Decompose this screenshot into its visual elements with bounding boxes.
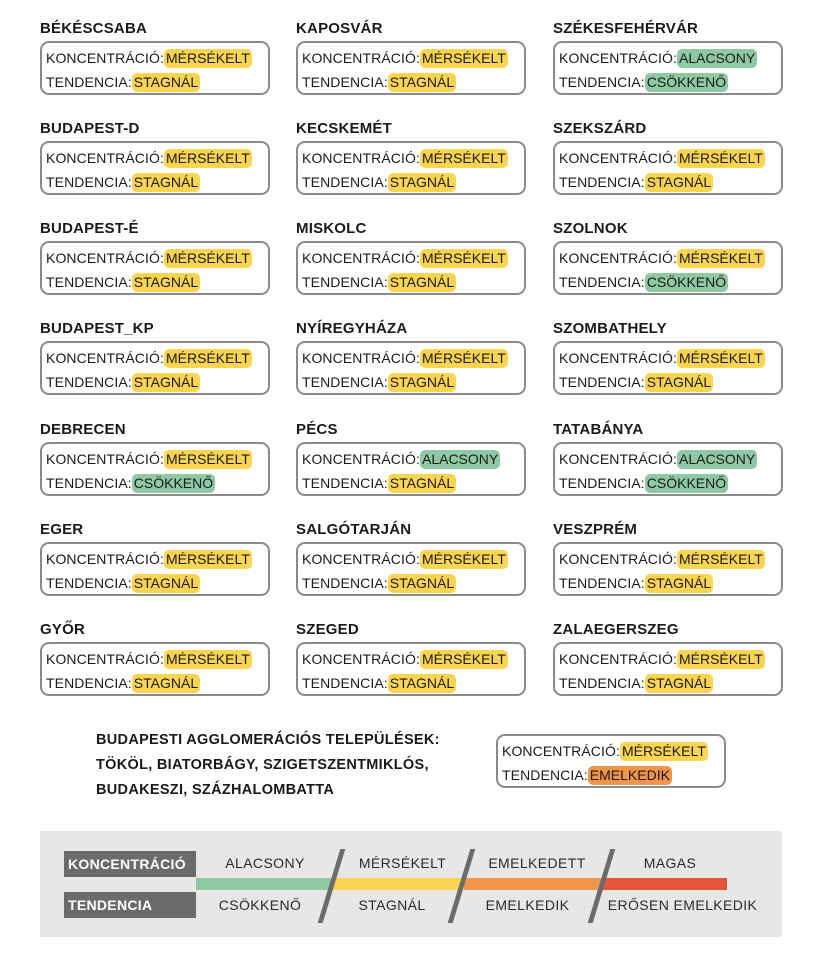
legend-conc-rising: EMELKEDETT <box>488 855 586 871</box>
city-block <box>553 620 793 696</box>
trend-value: STAGNÁL <box>389 574 455 591</box>
city-block <box>296 620 536 696</box>
concentration-label: KONCENTRÁCIÓ: <box>302 650 420 667</box>
status-card <box>40 542 270 596</box>
trend-value: STAGNÁL <box>133 674 199 691</box>
concentration-row <box>302 346 524 370</box>
status-card <box>296 642 526 696</box>
legend-trend-rising: EMELKEDIK <box>485 897 570 913</box>
legend-conc-low: ALACSONY <box>225 855 305 871</box>
trend-label: TENDENCIA: <box>302 674 388 691</box>
trend-row <box>302 270 524 294</box>
agglomeration-towns-line2: BUDAKESZI, SZÁZHALOMBATTA <box>96 782 335 798</box>
concentration-row <box>46 346 268 370</box>
trend-value: CSÖKKENŐ <box>646 73 727 90</box>
trend-row <box>559 471 781 495</box>
concentration-value: MÉRSÉKELT <box>421 650 506 667</box>
city-name: GYŐR <box>40 621 85 638</box>
concentration-value: MÉRSÉKELT <box>421 249 506 266</box>
trend-row <box>46 370 268 394</box>
concentration-row <box>302 46 524 70</box>
city-name: NYÍREGYHÁZA <box>296 320 408 337</box>
trend-value: STAGNÁL <box>646 373 712 390</box>
concentration-row <box>46 146 268 170</box>
status-card <box>296 542 526 596</box>
concentration-value: MÉRSÉKELT <box>165 349 250 366</box>
concentration-label: KONCENTRÁCIÓ: <box>46 249 164 266</box>
legend-trend-tag: TENDENCIA <box>64 892 196 918</box>
concentration-row <box>302 647 524 671</box>
trend-row <box>46 671 268 695</box>
city-name: ZALAEGERSZEG <box>553 621 679 638</box>
legend-bar-high <box>603 878 727 890</box>
concentration-value: MÉRSÉKELT <box>678 349 763 366</box>
city-name: BUDAPEST-É <box>40 220 139 237</box>
concentration-label: KONCENTRÁCIÓ: <box>46 450 164 467</box>
concentration-row <box>302 447 524 471</box>
trend-value: STAGNÁL <box>389 73 455 90</box>
trend-row <box>46 170 268 194</box>
trend-row <box>302 170 524 194</box>
concentration-row <box>502 739 724 763</box>
concentration-row <box>46 647 268 671</box>
trend-row <box>559 70 781 94</box>
concentration-value: MÉRSÉKELT <box>678 550 763 567</box>
city-block <box>40 620 280 696</box>
trend-row <box>46 571 268 595</box>
concentration-row <box>559 246 781 270</box>
concentration-label: KONCENTRÁCIÓ: <box>559 650 677 667</box>
concentration-row <box>46 547 268 571</box>
concentration-label: KONCENTRÁCIÓ: <box>559 450 677 467</box>
legend-trend-stagnating: STAGNÁL <box>358 897 426 913</box>
concentration-row <box>302 246 524 270</box>
legend-conc-moderate: MÉRSÉKELT <box>358 855 447 871</box>
concentration-label: KONCENTRÁCIÓ: <box>46 149 164 166</box>
trend-label: TENDENCIA: <box>559 273 645 290</box>
city-name: BÉKÉSCSABA <box>40 20 148 37</box>
trend-row <box>559 671 781 695</box>
concentration-value: MÉRSÉKELT <box>678 249 763 266</box>
agglomeration-heading: BUDAPESTI AGGLOMERÁCIÓS TELEPÜLÉSEK: <box>96 732 440 748</box>
concentration-value: MÉRSÉKELT <box>678 149 763 166</box>
city-block <box>40 119 280 195</box>
concentration-label: KONCENTRÁCIÓ: <box>46 650 164 667</box>
trend-label: TENDENCIA: <box>46 474 132 491</box>
trend-label: TENDENCIA: <box>46 273 132 290</box>
trend-value: CSÖKKENŐ <box>646 273 727 290</box>
concentration-value: MÉRSÉKELT <box>621 742 706 759</box>
status-card <box>553 642 783 696</box>
legend-bar-low <box>196 878 333 890</box>
city-block <box>553 119 793 195</box>
trend-row <box>502 763 724 787</box>
status-card <box>296 241 526 295</box>
trend-value: STAGNÁL <box>646 574 712 591</box>
concentration-value: MÉRSÉKELT <box>421 149 506 166</box>
concentration-row <box>559 547 781 571</box>
status-card <box>296 141 526 195</box>
city-block <box>553 219 793 295</box>
trend-row <box>302 471 524 495</box>
city-name: EGER <box>40 521 84 538</box>
trend-row <box>302 571 524 595</box>
trend-value: EMELKEDIK <box>589 766 670 783</box>
city-name: SZEGED <box>296 621 359 638</box>
concentration-value: ALACSONY <box>421 450 499 467</box>
status-card <box>296 341 526 395</box>
concentration-row <box>46 246 268 270</box>
trend-label: TENDENCIA: <box>559 474 645 491</box>
city-block <box>40 19 280 95</box>
trend-value: STAGNÁL <box>389 474 455 491</box>
city-name: SALGÓTARJÁN <box>296 521 412 538</box>
concentration-row <box>559 346 781 370</box>
city-name: TATABÁNYA <box>553 421 644 438</box>
city-block <box>553 319 793 395</box>
trend-row <box>559 571 781 595</box>
trend-row <box>46 270 268 294</box>
concentration-label: KONCENTRÁCIÓ: <box>559 349 677 366</box>
trend-row <box>559 370 781 394</box>
concentration-label: KONCENTRÁCIÓ: <box>302 49 420 66</box>
trend-label: TENDENCIA: <box>559 674 645 691</box>
concentration-value: MÉRSÉKELT <box>165 49 250 66</box>
status-card <box>553 141 783 195</box>
trend-value: STAGNÁL <box>389 173 455 190</box>
concentration-label: KONCENTRÁCIÓ: <box>302 249 420 266</box>
city-block <box>296 119 536 195</box>
trend-value: STAGNÁL <box>646 173 712 190</box>
legend <box>40 831 782 937</box>
status-card <box>40 41 270 95</box>
concentration-row <box>46 46 268 70</box>
trend-row <box>559 270 781 294</box>
trend-label: TENDENCIA: <box>302 73 388 90</box>
status-card <box>40 241 270 295</box>
legend-trend-decreasing: CSÖKKENŐ <box>218 897 302 913</box>
city-name: BUDAPEST-D <box>40 120 140 137</box>
legend-bar-moderate <box>333 878 464 890</box>
status-card <box>40 642 270 696</box>
city-name: DEBRECEN <box>40 421 126 438</box>
trend-label: TENDENCIA: <box>559 73 645 90</box>
trend-label: TENDENCIA: <box>46 574 132 591</box>
concentration-row <box>302 547 524 571</box>
trend-row <box>46 471 268 495</box>
agglomeration-block <box>96 728 440 803</box>
trend-label: TENDENCIA: <box>46 73 132 90</box>
concentration-row <box>46 447 268 471</box>
legend-concentration-tag: KONCENTRÁCIÓ <box>64 851 196 877</box>
concentration-value: MÉRSÉKELT <box>165 550 250 567</box>
concentration-label: KONCENTRÁCIÓ: <box>559 550 677 567</box>
trend-label: TENDENCIA: <box>302 173 388 190</box>
status-card <box>553 41 783 95</box>
concentration-value: MÉRSÉKELT <box>165 650 250 667</box>
trend-value: STAGNÁL <box>646 674 712 691</box>
status-card <box>553 341 783 395</box>
status-card <box>40 141 270 195</box>
trend-value: STAGNÁL <box>389 674 455 691</box>
trend-value: STAGNÁL <box>133 373 199 390</box>
city-name: MISKOLC <box>296 220 367 237</box>
city-block <box>296 420 536 496</box>
concentration-value: ALACSONY <box>678 450 756 467</box>
concentration-label: KONCENTRÁCIÓ: <box>46 550 164 567</box>
trend-label: TENDENCIA: <box>302 474 388 491</box>
city-block <box>40 319 280 395</box>
trend-row <box>302 70 524 94</box>
concentration-row <box>559 46 781 70</box>
trend-label: TENDENCIA: <box>46 373 132 390</box>
trend-label: TENDENCIA: <box>302 373 388 390</box>
concentration-label: KONCENTRÁCIÓ: <box>302 450 420 467</box>
concentration-row <box>302 146 524 170</box>
city-name: BUDAPEST_KP <box>40 320 154 337</box>
legend-trend-strongly-rising: ERŐSEN EMELKEDIK <box>607 897 758 913</box>
status-card <box>296 442 526 496</box>
status-card <box>553 442 783 496</box>
status-card <box>40 442 270 496</box>
trend-value: STAGNÁL <box>389 373 455 390</box>
concentration-value: MÉRSÉKELT <box>421 550 506 567</box>
city-block <box>40 219 280 295</box>
city-block <box>40 420 280 496</box>
city-name: SZOMBATHELY <box>553 320 667 337</box>
legend-bar-rising <box>464 878 603 890</box>
city-name: SZÉKESFEHÉRVÁR <box>553 20 699 37</box>
concentration-row <box>559 447 781 471</box>
status-card <box>553 542 783 596</box>
status-card <box>553 241 783 295</box>
concentration-label: KONCENTRÁCIÓ: <box>46 349 164 366</box>
concentration-label: KONCENTRÁCIÓ: <box>559 49 677 66</box>
trend-label: TENDENCIA: <box>559 173 645 190</box>
concentration-value: MÉRSÉKELT <box>165 149 250 166</box>
concentration-label: KONCENTRÁCIÓ: <box>559 149 677 166</box>
trend-label: TENDENCIA: <box>502 766 588 783</box>
trend-value: CSÖKKENŐ <box>646 474 727 491</box>
trend-row <box>559 170 781 194</box>
trend-label: TENDENCIA: <box>559 574 645 591</box>
city-block <box>296 19 536 95</box>
city-block <box>296 520 536 596</box>
status-card <box>296 41 526 95</box>
city-block <box>553 520 793 596</box>
trend-label: TENDENCIA: <box>46 173 132 190</box>
trend-row <box>302 370 524 394</box>
city-block <box>553 420 793 496</box>
concentration-value: MÉRSÉKELT <box>165 450 250 467</box>
concentration-value: MÉRSÉKELT <box>421 349 506 366</box>
city-block <box>296 319 536 395</box>
trend-label: TENDENCIA: <box>46 674 132 691</box>
city-name: VESZPRÉM <box>553 521 638 538</box>
concentration-row <box>559 146 781 170</box>
concentration-value: MÉRSÉKELT <box>421 49 506 66</box>
trend-row <box>302 671 524 695</box>
agglomeration-status-card <box>496 734 726 788</box>
trend-value: STAGNÁL <box>389 273 455 290</box>
concentration-label: KONCENTRÁCIÓ: <box>302 550 420 567</box>
trend-value: CSÖKKENŐ <box>133 474 214 491</box>
city-block <box>296 219 536 295</box>
concentration-value: MÉRSÉKELT <box>165 249 250 266</box>
city-name: PÉCS <box>296 421 338 438</box>
city-name: KECSKEMÉT <box>296 120 392 137</box>
concentration-label: KONCENTRÁCIÓ: <box>46 49 164 66</box>
concentration-label: KONCENTRÁCIÓ: <box>302 149 420 166</box>
concentration-value: ALACSONY <box>678 49 756 66</box>
city-block <box>40 520 280 596</box>
trend-label: TENDENCIA: <box>559 373 645 390</box>
city-name: SZEKSZÁRD <box>553 120 647 137</box>
trend-value: STAGNÁL <box>133 173 199 190</box>
trend-label: TENDENCIA: <box>302 574 388 591</box>
trend-row <box>46 70 268 94</box>
trend-value: STAGNÁL <box>133 273 199 290</box>
status-card <box>40 341 270 395</box>
trend-value: STAGNÁL <box>133 73 199 90</box>
concentration-label: KONCENTRÁCIÓ: <box>559 249 677 266</box>
concentration-label: KONCENTRÁCIÓ: <box>502 742 620 759</box>
trend-label: TENDENCIA: <box>302 273 388 290</box>
concentration-row <box>559 647 781 671</box>
city-name: SZOLNOK <box>553 220 628 237</box>
city-block <box>553 19 793 95</box>
trend-value: STAGNÁL <box>133 574 199 591</box>
concentration-label: KONCENTRÁCIÓ: <box>302 349 420 366</box>
city-name: KAPOSVÁR <box>296 20 383 37</box>
legend-conc-high: MAGAS <box>643 855 697 871</box>
concentration-value: MÉRSÉKELT <box>678 650 763 667</box>
agglomeration-towns-line1: TÖKÖL, BIATORBÁGY, SZIGETSZENTMIKLÓS, <box>96 757 429 773</box>
